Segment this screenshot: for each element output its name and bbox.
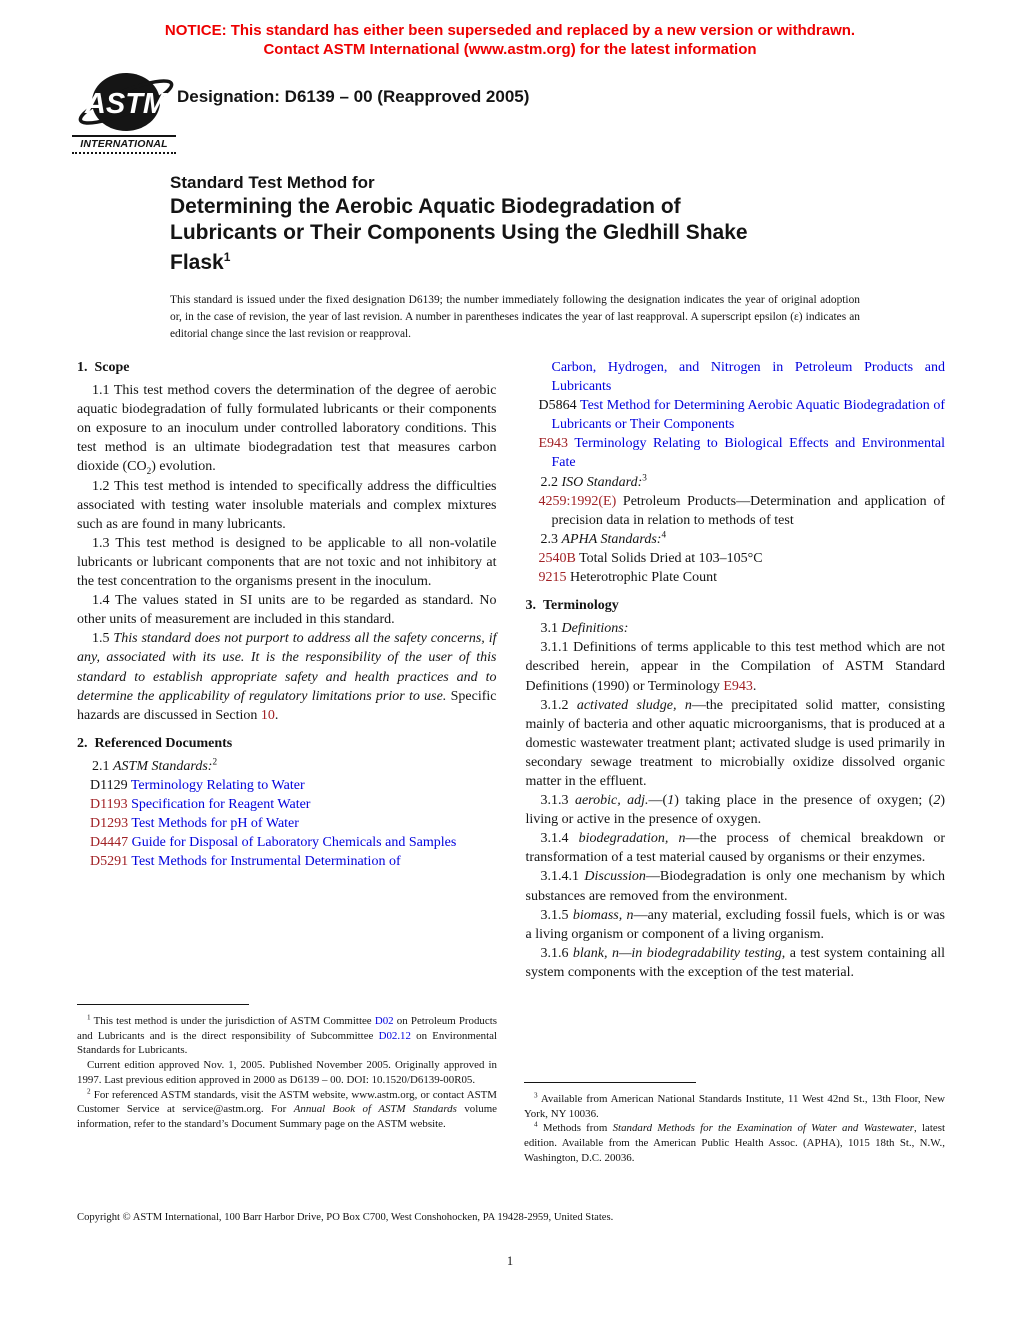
ref-d5864 [526, 396, 946, 434]
text-run: —any material, excluding fossil fuels, which is or was a living organism or component of a living organism. [525, 907, 945, 942]
text-run: 1.5 [92, 631, 114, 647]
text-run: on Environmental Standards for Lubricants. [77, 1029, 497, 1057]
right-column [526, 358, 946, 982]
text-run: aerobic, adj. [574, 793, 649, 809]
para-3-1-2 [526, 696, 946, 791]
doc-link[interactable]: E943 [723, 678, 753, 694]
text-run: . [274, 707, 279, 723]
svg-text:ASTM: ASTM [84, 88, 168, 120]
para-3-1-4-1 [526, 867, 946, 905]
ref-9215 [526, 568, 946, 587]
text-run: volume information, refer to the standard’s Document Summary page on the ASTM website. [77, 1103, 498, 1130]
text-run: ) evolution. [151, 459, 216, 475]
text-run: Total Solids Dried at 103–105°C [575, 550, 763, 566]
text-run: ) living or active in the presence of oxygen. [525, 793, 946, 828]
text-run: ASTM Standards: [113, 758, 213, 774]
text-run: —Biodegradation is only one mechanism by which substances are removed from the environment. [525, 869, 945, 904]
text-run: D1129 [90, 777, 131, 793]
text-run: 1 [667, 793, 675, 809]
text-run: 3 [534, 1091, 538, 1100]
text-run: 2 [146, 466, 152, 477]
ref-d1129 [77, 776, 497, 795]
footnote-1 [77, 1014, 497, 1058]
text-run: blank, n—in biodegradability testing [572, 945, 782, 961]
footnote-4 [524, 1121, 945, 1165]
text-run: Discussion [584, 869, 646, 885]
para-3-1-4 [526, 829, 946, 867]
text-run: 1.4 The values stated in SI units are to be regarded as standard. No other units of measurement are included in this standard. [77, 593, 497, 628]
text-run: 3. Terminology [525, 598, 619, 614]
footnotes-left [77, 1004, 497, 1132]
text-run: 1.2 This test method is intended to specifically address the difficulties associated with testing water insoluble materials and complex mixtures such as are found in many lubricants. [77, 478, 497, 532]
text-run: Current edition approved Nov. 1, 2005. Published November 2005. Originally approved in 1997. Last previous edition approved in 2000 as D6139 – 00. DOI: 10.1520/D6139-00R05. [77, 1059, 497, 1086]
para-1-2 [77, 477, 497, 534]
doc-link[interactable]: D5291 [90, 854, 129, 870]
para-3-1 [526, 619, 946, 638]
para-1-4 [77, 591, 497, 629]
doc-link[interactable]: 10 [260, 707, 275, 723]
text-run: ISO Standard: [561, 474, 643, 490]
text-run: 2 [933, 793, 941, 809]
para-1-5 [77, 629, 497, 724]
title-line-small: Standard Test Method for [170, 173, 375, 192]
astm-logo [72, 72, 176, 154]
text-run: Methods from [537, 1122, 613, 1135]
para-2-1 [77, 757, 497, 776]
text-run: 3.1.4 [540, 831, 579, 847]
title-line-4: Flask$^1$ [170, 250, 231, 274]
text-run: —( [648, 793, 668, 809]
para-1-3 [77, 534, 497, 591]
heading-referenced-documents [77, 734, 497, 753]
doc-link[interactable]: D02.12 [378, 1029, 411, 1042]
text-run: 3.1.5 [540, 907, 573, 923]
footnotes-right [524, 1082, 945, 1166]
para-3-1-3 [526, 791, 946, 829]
text-run: ) taking place in the presence of oxygen; ( [674, 793, 934, 809]
text-run: D5864 [538, 398, 580, 414]
footnote-1-edition [77, 1058, 497, 1087]
text-run: Available from American National Standards Institute, 11 West 42nd St., 13th Floor, New York, NY 10036. [524, 1093, 945, 1120]
ref-d4447 [77, 833, 497, 852]
text-run: 1.1 This test method covers the determination of the degree of aerobic aquatic biodegradation of fully formulated lubricants or their components on exposure to an inoculum under controlled laboratory conditions. This test method is an ultimate biodegradation test that measures carbon dioxide (CO [77, 383, 497, 475]
text-run: 3.1.2 [540, 697, 577, 713]
text-run: on Petroleum Products and Lubricants and is the direct responsibility of Subcommittee [77, 1015, 497, 1042]
ref-iso-4259 [526, 492, 946, 530]
copyright-line: Copyright © ASTM International, 100 Barr Harbor Drive, PO Box C700, West Conshohocken, PA 19428-2959, United States. [77, 1212, 614, 1223]
ref-e943 [526, 434, 946, 472]
text-run: —the precipitated solid matter, consisting mainly of bacteria and other aquatic microorganisms, that is produced at a domestic wastewater treatment plant; activated sludge is used primarily in secondary sewage treatment to microbially oxidize dissolved organic matter in the effluent. [525, 697, 946, 789]
designation-text: Designation: D6139 – 00 (Reapproved 2005) [177, 87, 530, 106]
text-run: biomass, n [572, 907, 634, 923]
text-run: 3.1.1 Definitions of terms applicable to this test method which are not described herein, appear in the Compilation of ASTM Standard Definitions (1990) or Terminology [525, 640, 945, 694]
body-columns [77, 358, 945, 982]
text-run: Standard Methods for the Examination of Water and Wastewater [612, 1122, 915, 1135]
text-run: 2 [87, 1086, 91, 1095]
ref-d1193 [77, 795, 497, 814]
text-run: , a test system containing all system components with the exception of the test material. [525, 945, 945, 980]
text-run: 1. Scope [77, 360, 130, 375]
text-run: biodegradation, n [578, 831, 686, 847]
notice-banner [0, 21, 1020, 59]
ref-d1293 [77, 814, 497, 833]
text-run: —the process of chemical breakdown or transformation of a test material caused by organisms or their enzymes. [525, 831, 945, 866]
doc-link[interactable]: Terminology Relating to Water [130, 777, 305, 793]
footnote-3 [524, 1092, 945, 1121]
doc-link[interactable]: Test Methods for pH of Water [131, 816, 299, 832]
text-run: Heterotrophic Plate Count [566, 570, 717, 586]
text-run: 2.3 [540, 531, 562, 547]
para-1-1 [77, 381, 497, 476]
doc-link[interactable]: Test Methods for Instrumental Determination of [131, 854, 401, 870]
text-run: This standard does not purport to address all the safety concerns, if any, associated with its use. It is the responsibility of the user of this standard to establish appropriate safety and health practices and to determine the applicability of regulatory limitations prior to use. [77, 631, 497, 704]
doc-link[interactable]: E943 [538, 436, 569, 452]
doc-link[interactable]: Guide for Disposal of Laboratory Chemicals and Samples [131, 835, 457, 851]
ref-2540b [526, 549, 946, 568]
text-run: 3.1.4.1 [540, 869, 585, 885]
notice-line-2: Contact ASTM International (www.astm.org) for the latest information [263, 41, 757, 58]
left-column [77, 358, 497, 982]
para-2-3 [526, 530, 946, 549]
notice-line-1: NOTICE: This standard has either been superseded and replaced by a new version or withdrawn. [164, 22, 856, 39]
text-run: 3.1.3 [540, 793, 575, 809]
doc-link[interactable]: D1293 [90, 816, 129, 832]
footnote-2 [77, 1088, 497, 1132]
doc-link[interactable]: Test Method for Determining Aerobic Aquatic Biodegradation of Lubricants or Their Components [551, 398, 945, 433]
text-run: 4 [534, 1120, 538, 1129]
text-run: For referenced ASTM standards, visit the ASTM website, www.astm.org, or contact ASTM Customer Service at service@astm.org. For [77, 1088, 497, 1116]
doc-link[interactable]: 4259:1992(E) [538, 493, 617, 509]
doc-link[interactable]: D1193 [90, 797, 128, 813]
doc-link[interactable]: Carbon, Hydrogen, and Nitrogen in Petroleum Products and Lubricants [551, 360, 945, 395]
text-run: 2.1 [92, 758, 113, 774]
text-run: 3.1 [540, 621, 562, 637]
page-number: 1 [506, 1254, 514, 1268]
ref-d5291-continued [526, 358, 946, 396]
doc-link[interactable]: Terminology Relating to Biological Effects and Environmental Fate [551, 436, 945, 471]
doc-link[interactable]: D02 [374, 1015, 394, 1027]
ref-d5291 [77, 852, 497, 871]
text-run: . [752, 678, 757, 694]
heading-terminology [526, 596, 946, 615]
issue-note: This standard is issued under the fixed designation D6139; the number immediately following the designation indicates the year of original adoption or, in the case of revision, the year of last revision. A number in parentheses indicates the year of last reapproval. A superscript epsilon (ε) indicates an editorial change since the last revision or reapproval. [170, 294, 860, 340]
para-3-1-5 [526, 906, 946, 944]
document-title [170, 171, 880, 276]
text-run: 1 [87, 1013, 91, 1022]
text-run: Petroleum Products—Determination and application of precision data in relation to methods of test [551, 493, 945, 528]
text-run: 3.1.6 [540, 945, 573, 961]
heading-scope [77, 358, 497, 377]
text-run: 2. Referenced Documents [77, 735, 233, 751]
astm-logo-international-label: INTERNATIONAL [72, 135, 176, 154]
doc-link[interactable]: Specification for Reagent Water [131, 797, 311, 813]
title-line-3: Lubricants or Their Components Using the Gledhill Shake [170, 220, 748, 244]
para-3-1-1 [526, 638, 946, 695]
text-run: This test method is under the jurisdiction of ASTM Committee [90, 1015, 375, 1027]
title-footnote-ref[interactable]: 1 [223, 250, 231, 264]
text-run: Definitions: [561, 621, 629, 637]
text-run: APHA Standards: [561, 531, 662, 547]
text-run: Annual Book of ASTM Standards [293, 1103, 457, 1116]
text-run: activated sludge, n [576, 697, 692, 713]
text-run: 2.2 [540, 474, 562, 490]
text-run: 1.3 This test method is designed to be applicable to all non-volatile lubricants or lubricant components that are not toxic and not inhibitory at the test concentration to the organisms present in the inoculum. [77, 535, 497, 590]
astm-globe-icon [74, 72, 174, 135]
doc-link[interactable]: 9215 [538, 570, 567, 586]
title-line-2: Determining the Aerobic Aquatic Biodegradation of [170, 195, 681, 218]
doc-link[interactable]: D4447 [90, 835, 129, 851]
para-3-1-6 [526, 944, 946, 982]
text-run: 3 [642, 471, 647, 482]
doc-link[interactable]: 2540B [538, 550, 576, 566]
text-run: , latest edition. Available from the American Public Health Assoc. (APHA), 1015 18th St., N.W., Washington, D.C. 20036. [524, 1122, 945, 1164]
text-run: 4 [661, 529, 667, 540]
text-run: 2 [212, 756, 218, 767]
text-run: Specific hazards are discussed in Section [77, 688, 497, 723]
para-2-2 [526, 473, 946, 492]
